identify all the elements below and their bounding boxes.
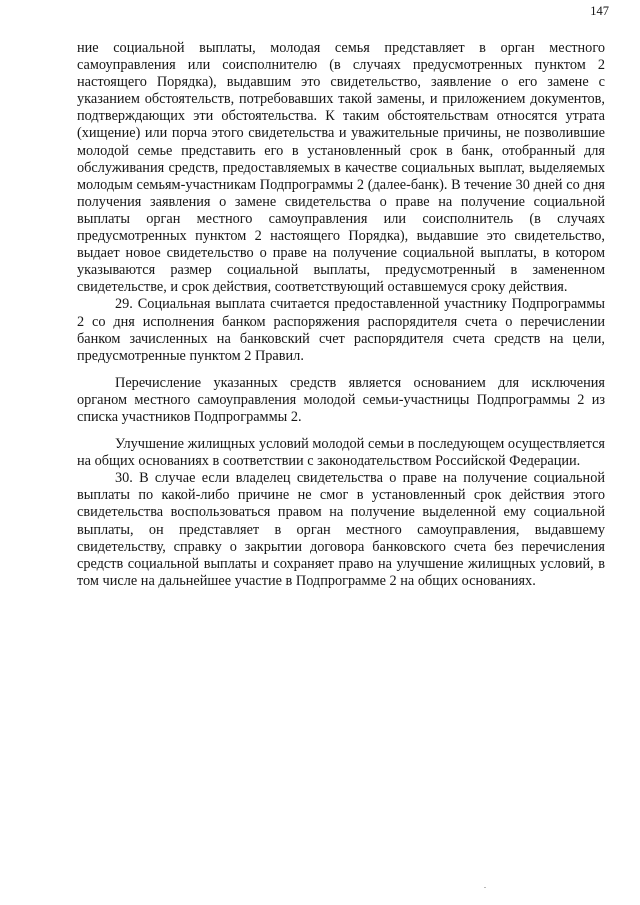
paragraph-clause-29: 29. Социальная выплата считается предоставленной участнику Подпрограммы 2 со дня исполнения банком распоряжения распорядителя счета о перечислении банком зачисленных на банковский счет распорядителя счета средств на цели, предусмотренные пунктом 2 Правил. — [77, 296, 605, 364]
paragraph-clause-30: 30. В случае если владелец свидетельства о праве на получение социальной выплаты по какой-либо причине не смог в установленный срок действия этого свидетельства воспользоваться правом на получение выделенной ему социальной выплаты, он представляет в орган местного самоуправления, выдавшему свидетельству, справку о закрытии договора банковского счета без перечисления средств социальной выплаты и сохраняет право на улучшение жилищных условий, в том числе на дальнейшее участие в Подпрограмме 2 на общих основаниях. — [77, 470, 605, 589]
scan-speck — [484, 887, 486, 888]
document-body — [77, 40, 605, 590]
paragraph-housing-improvement: Улучшение жилищных условий молодой семьи в последующем осуществляется на общих основаниях в соответствии с законодательством Российской Федерации. — [77, 436, 605, 470]
paragraph-transfer-basis: Перечисление указанных средств является основанием для исключения органом местного самоуправления молодой семьи-участницы Подпрограммы 2 из списка участников Подпрограммы 2. — [77, 374, 605, 425]
page-number: 147 — [590, 4, 609, 18]
paragraph-continuation: ние социальной выплаты, молодая семья представляет в орган местного самоуправления или соисполнителю (в случаях предусмотренных пунктом 2 настоящего Порядка), выдавшим это свидетельство, заявление о его замене с указанием обстоятельств, потребовавших такой замены, и приложением документов, подтверждающих эти обстоятельства. К таким обстоятельствам относятся утрата (хищение) или порча этого свидетельства и уважительные причины, не позволившие молодой семье представить его в установленный срок в банк, отобранный для обслуживания средств, предоставляемых в качестве социальных выплат, выделяемых молодым семьям-участникам Подпрограммы 2 (далее-банк). В течение 30 дней со дня получения заявления о замене свидетельства о праве на получение социальной выплаты орган местного самоуправления или соисполнитель (в случаях предусмотренных пунктом 2 настоящего Порядка), выдавшие это свидетельство, выдает новое свидетельство о праве на получение социальной выплаты, в котором указываются размер социальной выплаты, предусмотренный в замененном свидетельстве, и срок действия, соответствующий оставшемуся сроку действия. — [77, 40, 605, 296]
